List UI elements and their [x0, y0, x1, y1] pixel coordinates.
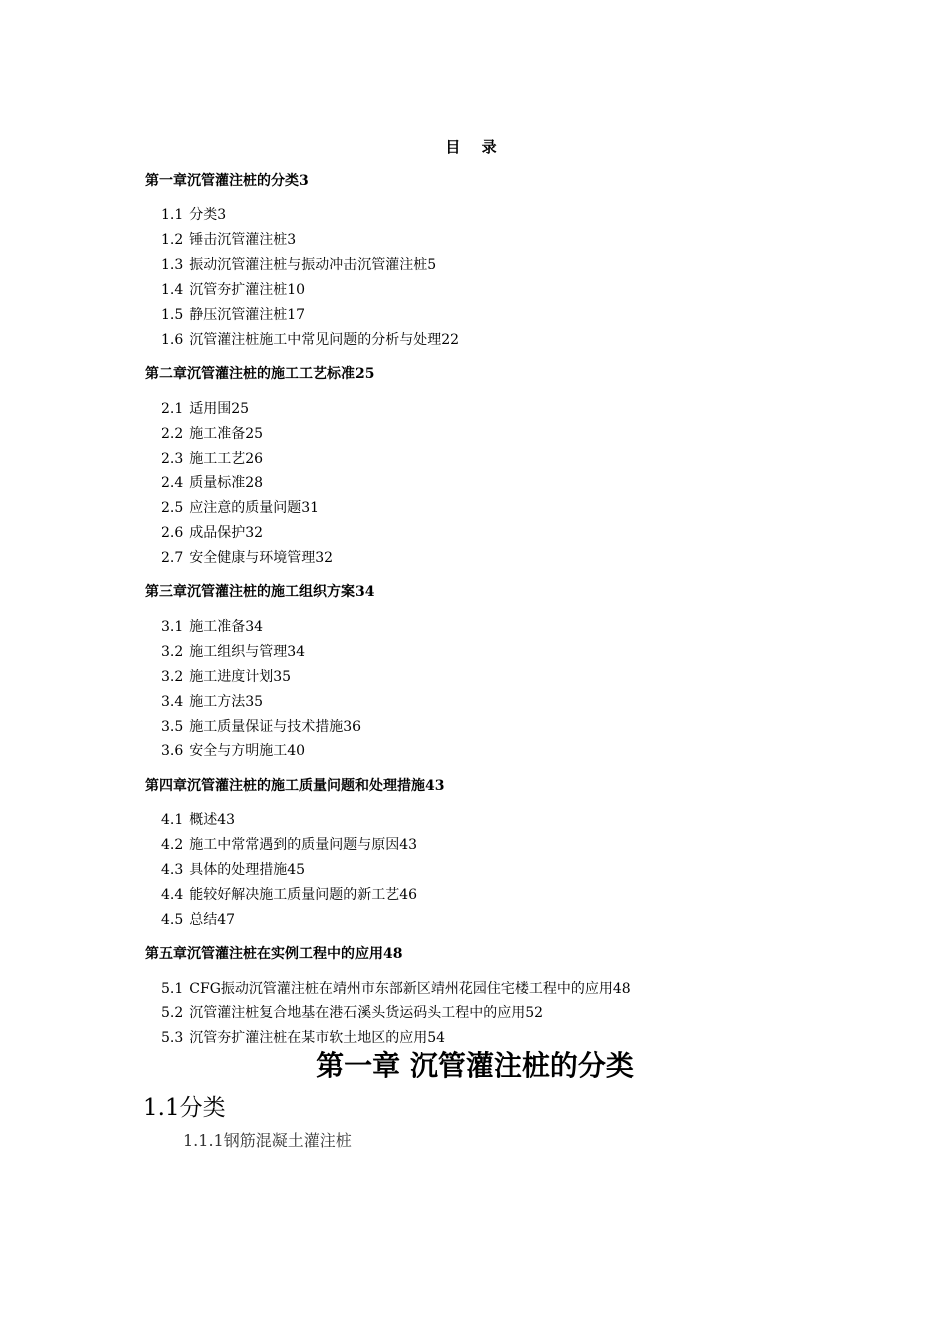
toc-section[interactable] [161, 810, 235, 830]
section-text: 应注意的质量问题31 [189, 500, 320, 516]
toc-section[interactable] [161, 330, 459, 350]
toc-section[interactable] [161, 498, 319, 518]
toc-section[interactable] [161, 835, 417, 855]
section-number: 4.1 [161, 812, 184, 828]
section-text: 施工进度计划35 [189, 669, 292, 685]
section-text: 施工工艺26 [189, 451, 264, 467]
section-number: 3.1 [161, 619, 184, 635]
section-text: 锤击沉管灌注桩3 [189, 232, 297, 248]
toc-section[interactable] [161, 523, 263, 543]
section-number: 3.6 [161, 743, 184, 759]
chapter-heading: 第一章 沉管灌注桩的分类 [316, 1049, 634, 1082]
section-number: 2.6 [161, 525, 184, 541]
section-number: 4.4 [161, 887, 184, 903]
toc-section[interactable] [161, 741, 305, 761]
section-number: 3.4 [161, 694, 184, 710]
section-text: 沉管夯扩灌注桩在某市软土地区的应用54 [189, 1030, 446, 1046]
toc-title: 目 录 [445, 138, 505, 156]
section-text: 施工准备25 [189, 426, 264, 442]
section-text: 质量标准28 [189, 475, 264, 491]
toc-section[interactable] [161, 979, 631, 999]
section-number: 1.4 [161, 282, 184, 298]
toc-section[interactable] [161, 885, 417, 905]
section-text: 分类3 [189, 207, 227, 223]
toc-section[interactable] [161, 910, 235, 930]
toc-section[interactable] [161, 449, 263, 469]
toc-section[interactable] [161, 1003, 543, 1023]
section-number: 2.4 [161, 475, 184, 491]
section-number: 2.7 [161, 550, 184, 566]
section-number: 4.5 [161, 912, 184, 928]
toc-section[interactable] [161, 717, 361, 737]
toc-chapter-3[interactable]: 第三章沉管灌注桩的施工组织方案34 [145, 584, 375, 600]
toc-section[interactable] [161, 642, 305, 662]
section-text: 振动沉管灌注桩与振动冲击沉管灌注桩5 [189, 257, 437, 273]
toc-section[interactable] [161, 548, 333, 568]
toc-section[interactable] [161, 305, 305, 325]
section-text: 总结47 [189, 912, 236, 928]
section-text: 施工组织与管理34 [189, 644, 306, 660]
section-number: 1.2 [161, 232, 184, 248]
toc-section[interactable] [161, 255, 436, 275]
section-text: 施工准备34 [189, 619, 264, 635]
toc-section[interactable] [161, 424, 263, 444]
section-number: 1.3 [161, 257, 184, 273]
toc-section[interactable] [161, 860, 305, 880]
section-text: 沉管灌注桩复合地基在港石溪头货运码头工程中的应用52 [189, 1005, 544, 1021]
section-text: 安全与方明施工40 [189, 743, 306, 759]
section-number: 3.2 [161, 644, 184, 660]
toc-chapter-5[interactable]: 第五章沉管灌注桩在实例工程中的应用48 [145, 946, 403, 962]
section-number: 1.6 [161, 332, 184, 348]
section-number: 1.1 [161, 207, 184, 223]
section-number: 2.5 [161, 500, 184, 516]
section-number: 3.5 [161, 719, 184, 735]
toc-section[interactable] [161, 617, 263, 637]
section-number: 2.2 [161, 426, 184, 442]
section-number: 5.2 [161, 1005, 184, 1021]
section-text: 概述43 [189, 812, 236, 828]
section-text: 静压沉管灌注桩17 [189, 307, 306, 323]
section-text: 施工质量保证与技术措施36 [189, 719, 362, 735]
section-number: 4.3 [161, 862, 184, 878]
section-number: 2.3 [161, 451, 184, 467]
section-text: 沉管灌注桩施工中常见问题的分析与处理22 [189, 332, 460, 348]
toc-chapter-1[interactable]: 第一章沉管灌注桩的分类3 [145, 173, 309, 189]
toc-chapter-4[interactable]: 第四章沉管灌注桩的施工质量问题和处理措施43 [145, 778, 445, 794]
toc-section[interactable] [161, 692, 263, 712]
toc-section[interactable] [161, 205, 226, 225]
toc-section[interactable] [161, 399, 249, 419]
section-text: 成品保护32 [189, 525, 264, 541]
section-text: 适用围25 [189, 401, 250, 417]
section-text: 安全健康与环境管理32 [189, 550, 334, 566]
section-text: 能较好解决施工质量问题的新工艺46 [189, 887, 418, 903]
toc-section[interactable] [161, 230, 296, 250]
section-number: 1.5 [161, 307, 184, 323]
section-number: 3.2 [161, 669, 184, 685]
toc-section[interactable] [161, 280, 305, 300]
section-text: 施工方法35 [189, 694, 264, 710]
toc-section[interactable] [161, 667, 291, 687]
toc-chapter-2[interactable]: 第二章沉管灌注桩的施工工艺标准25 [145, 366, 375, 382]
section-text: 具体的处理措施45 [189, 862, 306, 878]
section-number: 5.3 [161, 1030, 184, 1046]
toc-section[interactable] [161, 473, 263, 493]
subsection-heading: 1.1.1钢筋混凝土灌注桩 [183, 1131, 352, 1150]
section-text: 沉管夯扩灌注桩10 [189, 282, 306, 298]
section-heading: 1.1分类 [143, 1095, 226, 1121]
section-text: CFG振动沉管灌注桩在靖州市东部新区靖州花园住宅楼工程中的应用48 [189, 981, 631, 997]
section-number: 5.1 [161, 981, 184, 997]
section-text: 施工中常常遇到的质量问题与原因43 [189, 837, 418, 853]
section-number: 2.1 [161, 401, 184, 417]
section-number: 4.2 [161, 837, 184, 853]
